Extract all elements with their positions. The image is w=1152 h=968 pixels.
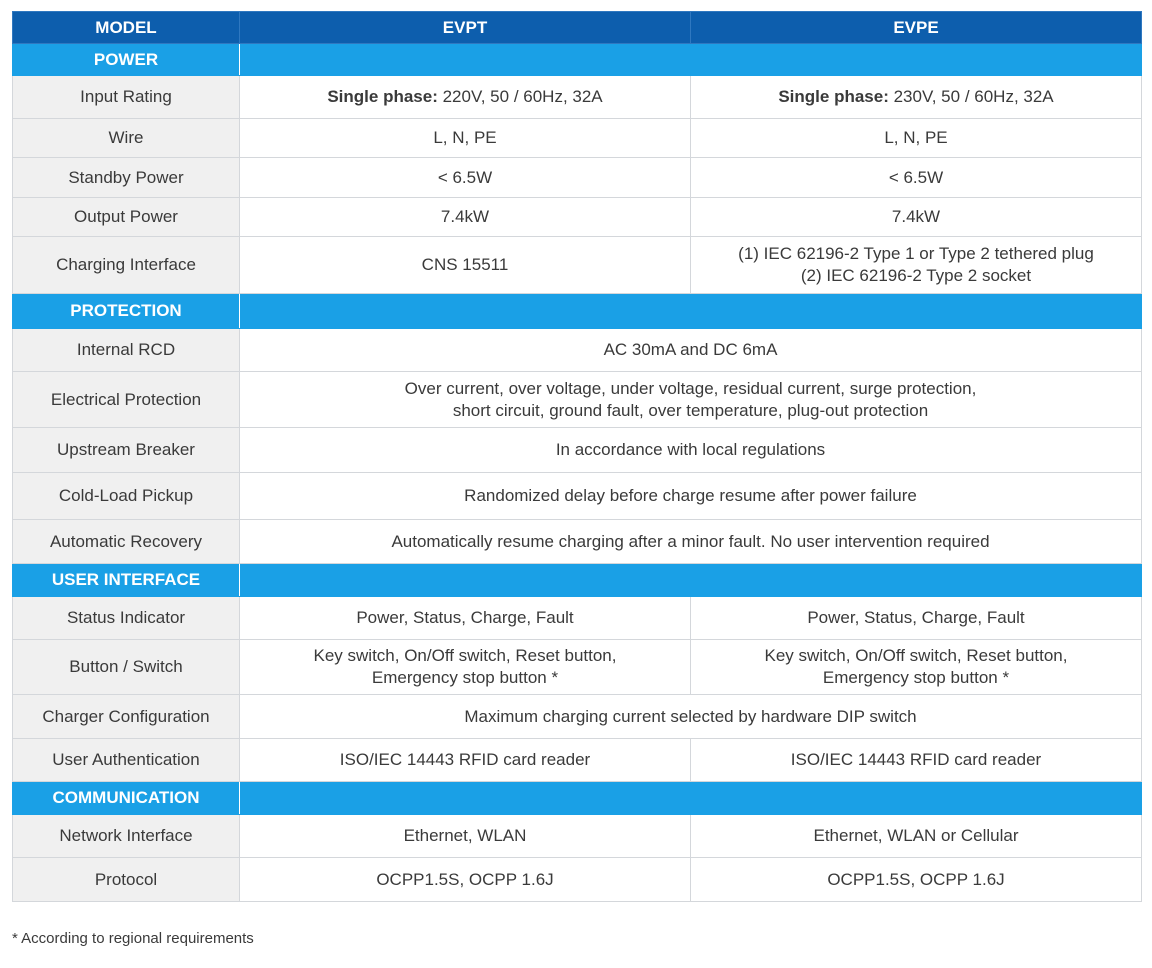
row-value-evpt (240, 640, 691, 695)
value-prefix: Single phase: (327, 87, 438, 106)
row-label: Upstream Breaker (13, 428, 240, 473)
row-label: Protocol (13, 858, 240, 902)
header-row (13, 12, 1142, 44)
section-protection (13, 294, 1142, 329)
section-filler (240, 44, 1142, 76)
table-row (13, 329, 1142, 372)
value-line: Key switch, On/Off switch, Reset button, (313, 646, 617, 665)
value-line: (2) IEC 62196-2 Type 2 socket (800, 266, 1032, 285)
table-row (13, 158, 1142, 198)
section-power (13, 44, 1142, 76)
row-value-evpt: Ethernet, WLAN (240, 815, 691, 858)
section-filler (240, 564, 1142, 597)
row-label: Charger Configuration (13, 695, 240, 739)
section-communication (13, 782, 1142, 815)
row-value-evpt: 7.4kW (240, 198, 691, 237)
row-label: Input Rating (13, 76, 240, 119)
row-label: User Authentication (13, 739, 240, 782)
section-title: USER INTERFACE (13, 564, 240, 597)
row-value-shared: Automatically resume charging after a minor fault. No user intervention required (240, 520, 1142, 564)
row-value-evpt: ISO/IEC 14443 RFID card reader (240, 739, 691, 782)
row-value-evpe: OCPP1.5S, OCPP 1.6J (691, 858, 1142, 902)
row-label: Wire (13, 119, 240, 158)
value-line: Over current, over voltage, under voltage, residual current, surge protection, (404, 378, 977, 398)
value-line: short circuit, ground fault, over temperature, plug-out protection (452, 400, 929, 420)
section-title: PROTECTION (13, 294, 240, 329)
table-row (13, 640, 1142, 695)
row-value-evpe (691, 640, 1142, 695)
row-label: Charging Interface (13, 237, 240, 294)
row-value-shared: AC 30mA and DC 6mA (240, 329, 1142, 372)
header-evpt: EVPT (240, 12, 691, 44)
table-row (13, 119, 1142, 158)
spec-table (12, 11, 1142, 902)
footnote: * According to regional requirements (12, 930, 254, 947)
row-value-shared: Maximum charging current selected by hardware DIP switch (240, 695, 1142, 739)
header-model: MODEL (13, 12, 240, 44)
row-label: Button / Switch (13, 640, 240, 695)
row-value-evpe (691, 237, 1142, 294)
table-row (13, 695, 1142, 739)
row-label: Network Interface (13, 815, 240, 858)
section-user-interface (13, 564, 1142, 597)
table-row (13, 739, 1142, 782)
row-value-evpt: CNS 15511 (240, 237, 691, 294)
row-value-evpe: < 6.5W (691, 158, 1142, 198)
row-value-evpt: OCPP1.5S, OCPP 1.6J (240, 858, 691, 902)
value-line: Emergency stop button * (822, 668, 1010, 687)
table-row (13, 237, 1142, 294)
row-value-evpe: Power, Status, Charge, Fault (691, 597, 1142, 640)
row-value-shared (240, 372, 1142, 428)
row-label: Internal RCD (13, 329, 240, 372)
table-row (13, 520, 1142, 564)
table-row (13, 815, 1142, 858)
row-value-evpt (240, 76, 691, 119)
row-value-evpt: Power, Status, Charge, Fault (240, 597, 691, 640)
row-label: Output Power (13, 198, 240, 237)
table-row (13, 198, 1142, 237)
row-value-shared: Randomized delay before charge resume after power failure (240, 473, 1142, 520)
row-value-shared: In accordance with local regulations (240, 428, 1142, 473)
table-row (13, 858, 1142, 902)
row-value-evpt: L, N, PE (240, 119, 691, 158)
row-label: Standby Power (13, 158, 240, 198)
row-value-evpe: Ethernet, WLAN or Cellular (691, 815, 1142, 858)
table-row (13, 597, 1142, 640)
section-filler (240, 294, 1142, 329)
value-line: Emergency stop button * (371, 668, 559, 687)
row-value-evpe (691, 76, 1142, 119)
value-text: 220V, 50 / 60Hz, 32A (437, 87, 603, 106)
table-row (13, 428, 1142, 473)
table-row (13, 473, 1142, 520)
row-value-evpe: 7.4kW (691, 198, 1142, 237)
section-title: COMMUNICATION (13, 782, 240, 815)
row-value-evpe: L, N, PE (691, 119, 1142, 158)
value-prefix: Single phase: (778, 87, 889, 106)
section-filler (240, 782, 1142, 815)
row-label: Electrical Protection (13, 372, 240, 428)
section-title: POWER (13, 44, 240, 76)
row-label: Automatic Recovery (13, 520, 240, 564)
value-line: Key switch, On/Off switch, Reset button, (764, 646, 1068, 665)
value-line: (1) IEC 62196-2 Type 1 or Type 2 tethered plug (738, 244, 1094, 263)
value-text: 230V, 50 / 60Hz, 32A (888, 87, 1054, 106)
row-label: Cold-Load Pickup (13, 473, 240, 520)
header-evpe: EVPE (691, 12, 1142, 44)
row-value-evpe: ISO/IEC 14443 RFID card reader (691, 739, 1142, 782)
table-row (13, 372, 1142, 428)
row-label: Status Indicator (13, 597, 240, 640)
row-value-evpt: < 6.5W (240, 158, 691, 198)
table-row (13, 76, 1142, 119)
